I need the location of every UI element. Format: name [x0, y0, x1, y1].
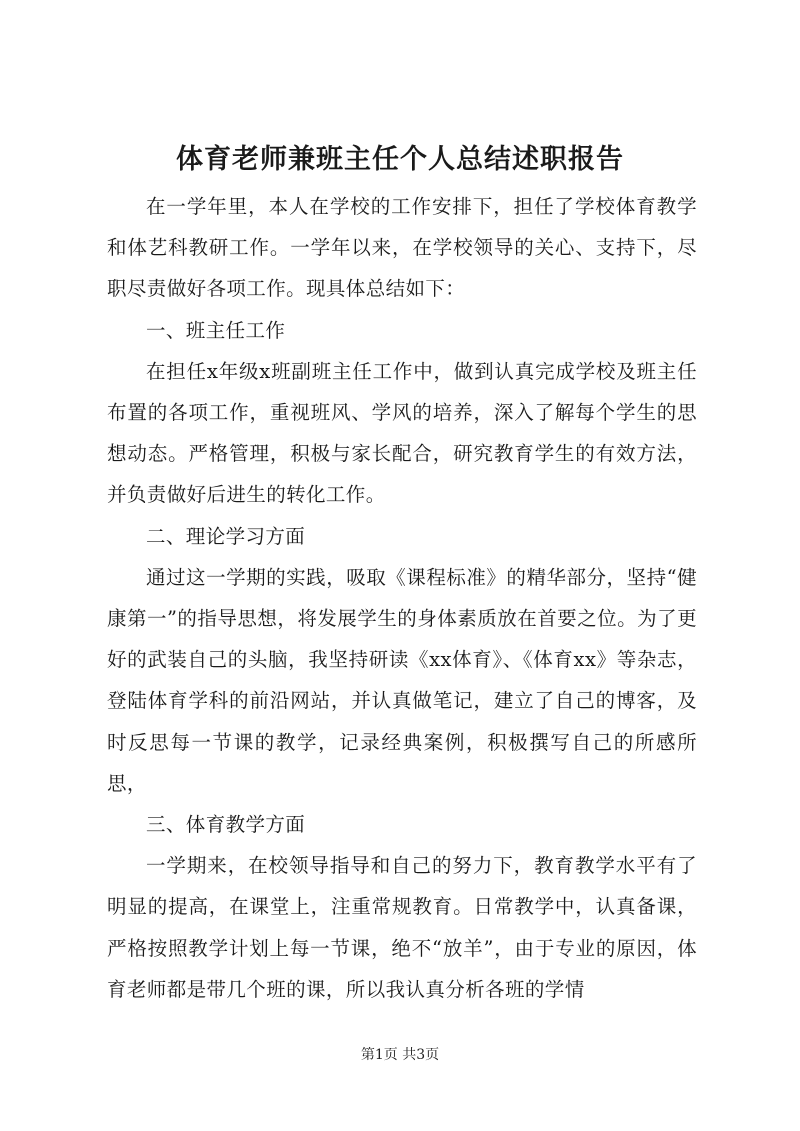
paragraph-pe-teaching: 一学期来，在校领导指导和自己的努力下，教育教学水平有了明显的提高，在课堂上，注重常规教育。日常教学中，认真备课，严格按照教学计划上每一节课，绝不“放羊”，由于专业的原因，体育老师都是带几个班的课，所以我认真分析各班的学情: [107, 854, 697, 1001]
document-body: [107, 186, 697, 1010]
page-footer: 第1页 共3页: [360, 1047, 440, 1063]
paragraph-head-teacher: 在担任x年级x班副班主任工作中，做到认真完成学校及班主任布置的各项工作，重视班风、学风的培养，深入了解每个学生的思想动态。严格管理，积极与家长配合，研究教育学生的有效方法，并负责做好后进生的转化工作。: [107, 359, 697, 507]
section-heading-pe-teaching: 三、体育教学方面: [146, 813, 306, 837]
paragraph-intro: 在一学年里，本人在学校的工作安排下，担任了学校体育教学和体艺科教研工作。一学年以来，在学校领导的关心、支持下，尽职尽责做好各项工作。现具体总结如下：: [107, 195, 697, 301]
page-title: 体育老师兼班主任个人总结述职报告: [176, 144, 624, 175]
section-heading-head-teacher: 一、班主任工作: [146, 318, 286, 342]
paragraph-theory-study: 通过这一学期的实践，吸取《课程标准》的精华部分，坚持“健康第一”的指导思想，将发展学生的身体素质放在首要之位。为了更好的武装自己的头脑，我坚持研读《xx体育》、《体育xx》等杂志，登陆体育学科的前沿网站，并认真做笔记，建立了自己的博客，及时反思每一节课的教学，记录经典案例，积极撰写自己的所感所思，: [107, 565, 697, 795]
section-heading-theory-study: 二、理论学习方面: [146, 524, 306, 548]
